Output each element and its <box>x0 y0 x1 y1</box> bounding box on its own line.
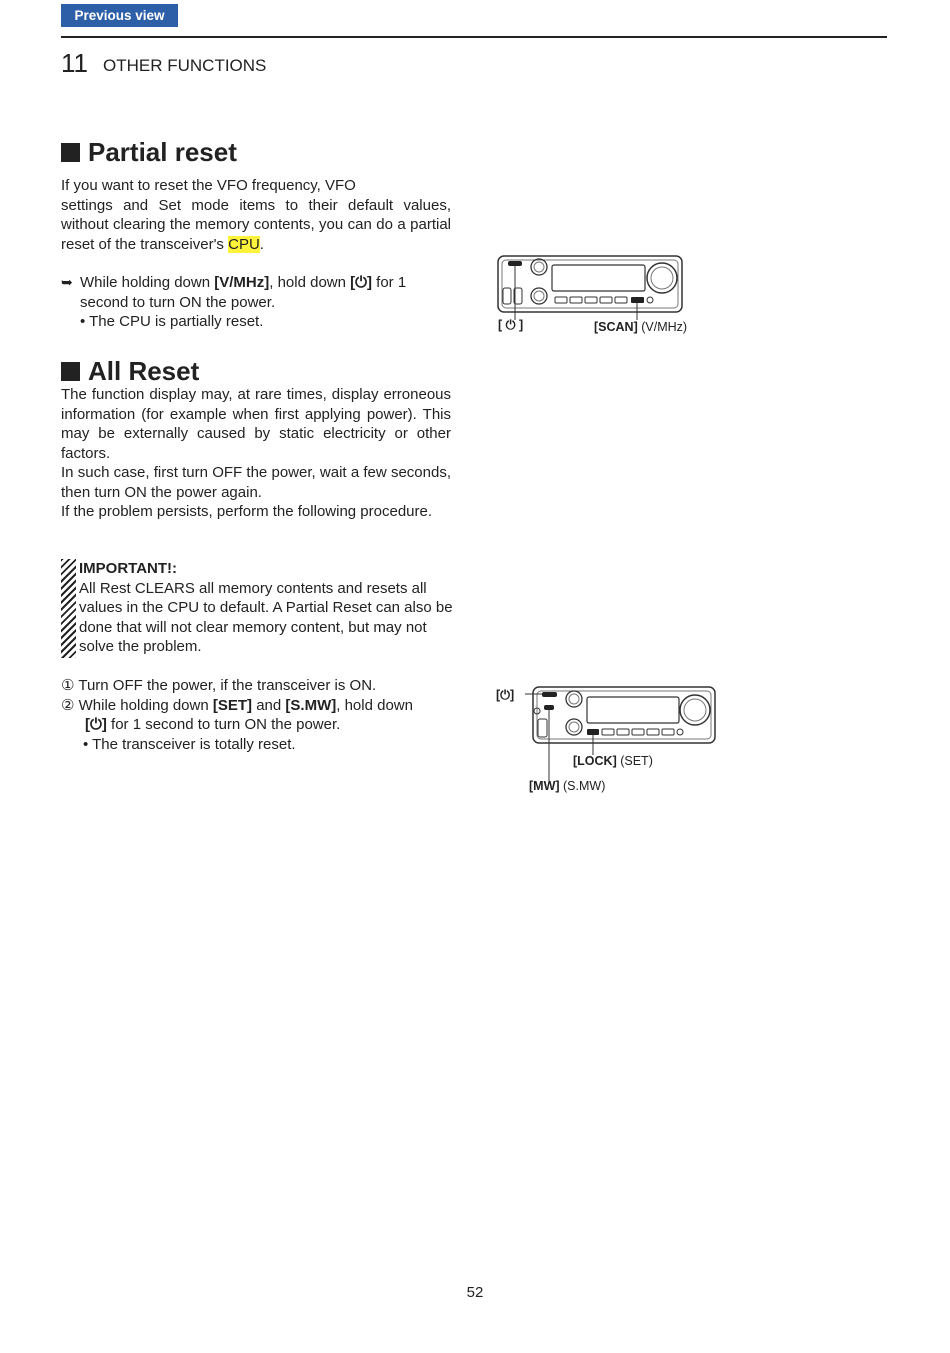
chapter-number: 11 <box>61 48 88 78</box>
diagram2-mw-label: [MW] (S.MW) <box>529 779 606 793</box>
intro-rest <box>61 196 451 255</box>
diagram2-power-label: [⏻] <box>496 688 515 702</box>
all-reset-step2-cont: [⏻] for 1 second to turn ON the power. <box>85 716 341 733</box>
all-reset-steps <box>61 676 451 754</box>
arrow-icon: ➥ <box>61 274 73 290</box>
partial-step-result: • The CPU is partially reset. <box>80 313 264 330</box>
diagram1-power-label: [ ⏻ ] <box>498 318 524 332</box>
all-reset-step1: ① Turn OFF the power, if the transceiver is ON. <box>61 677 377 694</box>
transceiver-diagram-all <box>525 683 725 793</box>
heading-square-icon <box>61 143 80 162</box>
diagram2-lock-label: [LOCK] (SET) <box>573 754 653 768</box>
intro-line1: If you want to reset the VFO frequency, VFO <box>61 177 356 194</box>
partial-reset-step <box>61 273 451 332</box>
partial-reset-intro <box>61 176 451 254</box>
header-rule <box>61 36 887 38</box>
all-reset-heading-text: All Reset <box>88 356 200 386</box>
chapter-title: OTHER FUNCTIONS <box>103 56 267 75</box>
partial-step-text: While holding down [V/MHz], hold down [⏻] for 1 second to turn ON the power. <box>80 274 407 311</box>
all-reset-para1: The function display may, at rare times, display erroneous information (for example when first applying power). This may be externally caused by static electricity or other factors. <box>61 386 451 462</box>
all-reset-step2: ② While holding down [SET] and [S.MW], hold down <box>61 696 413 714</box>
all-reset-step2-result: • The transceiver is totally reset. <box>83 735 296 753</box>
important-body: All Rest CLEARS all memory contents and resets all values in the CPU to default. A Partial Reset can also be done that will not clear memory content, but may not solve the problem. <box>79 579 453 655</box>
key-vmhz: [V/MHz] <box>214 274 270 291</box>
all-reset-para2: In such case, first turn OFF the power, wait a few seconds, then turn ON the power again. <box>61 464 451 501</box>
cpu-highlight: CPU <box>228 235 260 253</box>
heading-square-icon <box>61 362 80 381</box>
diagram1-scan-label: [SCAN] (V/MHz) <box>594 320 688 334</box>
partial-reset-heading <box>61 137 237 168</box>
partial-reset-heading-text: Partial reset <box>88 137 237 167</box>
intro-end: . <box>259 235 264 253</box>
all-reset-body <box>61 385 451 522</box>
important-notice <box>61 559 453 658</box>
page-number: 52 <box>466 1284 484 1301</box>
important-text <box>79 559 453 657</box>
hatch-bar <box>61 559 76 658</box>
all-reset-heading <box>61 356 199 387</box>
important-title: IMPORTANT!: <box>79 560 178 577</box>
previous-view-button[interactable]: Previous view <box>61 4 178 27</box>
intro-rest-text: settings and Set mode items to their default values, without clearing the memory contents, you can do a partial reset of the transceiver's <box>61 196 451 253</box>
key-power: [⏻] <box>350 274 372 291</box>
all-reset-para3: If the problem persists, perform the following procedure. <box>61 503 433 520</box>
